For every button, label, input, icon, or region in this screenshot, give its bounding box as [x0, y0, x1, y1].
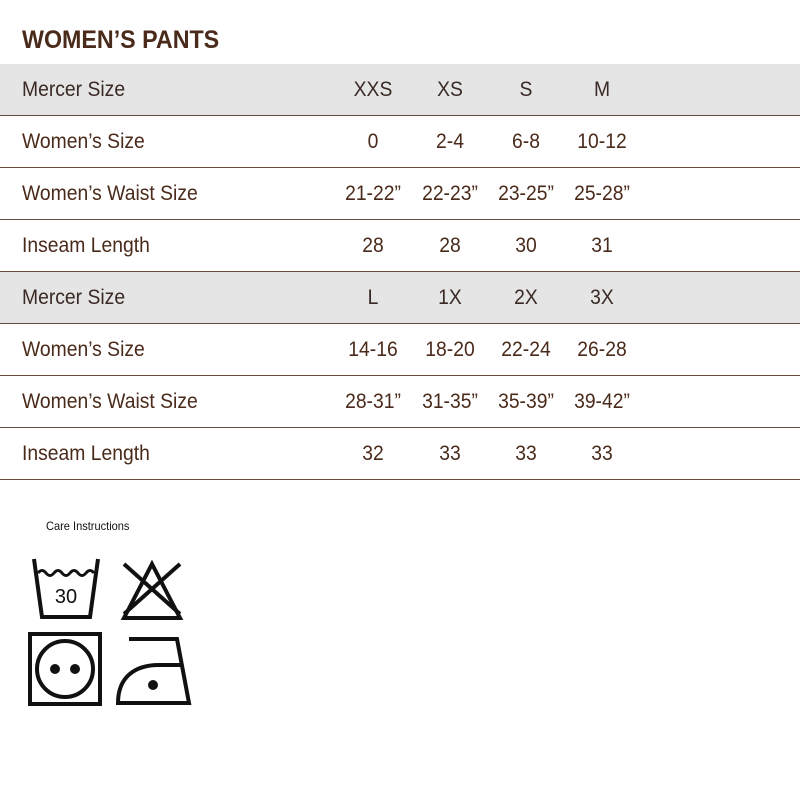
- tumble-dry-low-icon: [28, 632, 102, 706]
- table-cell: 10-12: [577, 130, 627, 153]
- table-row: [0, 324, 800, 376]
- row-label: Women’s Waist Size: [22, 182, 198, 205]
- table-cell: 21-22”: [345, 182, 401, 205]
- table-header-row: [0, 272, 800, 324]
- table-cell: 28: [362, 234, 384, 257]
- table-cell: 6-8: [512, 130, 540, 153]
- table-cell: 14-16: [348, 338, 398, 361]
- row-label: Mercer Size: [22, 78, 126, 101]
- table-row: [0, 428, 800, 480]
- table-cell: 35-39”: [498, 390, 554, 413]
- table-cell: 33: [515, 442, 537, 465]
- table-row: [0, 376, 800, 428]
- table-row: [0, 220, 800, 272]
- size-header-cell: XXS: [353, 78, 393, 101]
- table-cell: 33: [591, 442, 613, 465]
- size-header-cell: 2X: [514, 286, 538, 309]
- row-label: Inseam Length: [22, 442, 150, 465]
- iron-low-icon: [115, 635, 195, 707]
- table-cell: 23-25”: [498, 182, 554, 205]
- table-cell: 25-28”: [574, 182, 630, 205]
- table-row: [0, 168, 800, 220]
- size-chart-table: [0, 64, 800, 480]
- table-cell: 22-24: [501, 338, 551, 361]
- table-cell: 31-35”: [422, 390, 478, 413]
- table-cell: 33: [439, 442, 461, 465]
- size-header-cell: 3X: [590, 286, 614, 309]
- table-cell: 31: [591, 234, 613, 257]
- size-header-cell: 1X: [438, 286, 462, 309]
- wash-temperature: 30: [54, 586, 78, 608]
- size-header-cell: L: [367, 286, 379, 309]
- row-label: Women’s Size: [22, 130, 145, 153]
- table-header-row: [0, 64, 800, 116]
- row-label: Women’s Waist Size: [22, 390, 198, 413]
- row-label: Inseam Length: [22, 234, 150, 257]
- care-instructions-heading: Care Instructions: [46, 519, 130, 533]
- table-cell: 39-42”: [574, 390, 630, 413]
- wash-30-icon: [30, 555, 102, 621]
- do-not-bleach-icon: [120, 558, 184, 622]
- row-label: Women’s Size: [22, 338, 145, 361]
- table-cell: 32: [362, 442, 384, 465]
- size-header-cell: XS: [437, 78, 463, 101]
- row-label: Mercer Size: [22, 286, 126, 309]
- size-header-cell: M: [593, 78, 611, 101]
- table-cell: 26-28: [577, 338, 627, 361]
- table-cell: 18-20: [425, 338, 475, 361]
- table-cell: 0: [367, 130, 379, 153]
- table-cell: 2-4: [436, 130, 464, 153]
- table-cell: 28: [439, 234, 461, 257]
- table-cell: 28-31”: [345, 390, 401, 413]
- page-title: WOMEN’S PANTS: [22, 26, 220, 54]
- table-cell: 22-23”: [422, 182, 478, 205]
- table-cell: 30: [515, 234, 537, 257]
- size-header-cell: S: [519, 78, 533, 101]
- table-row: [0, 116, 800, 168]
